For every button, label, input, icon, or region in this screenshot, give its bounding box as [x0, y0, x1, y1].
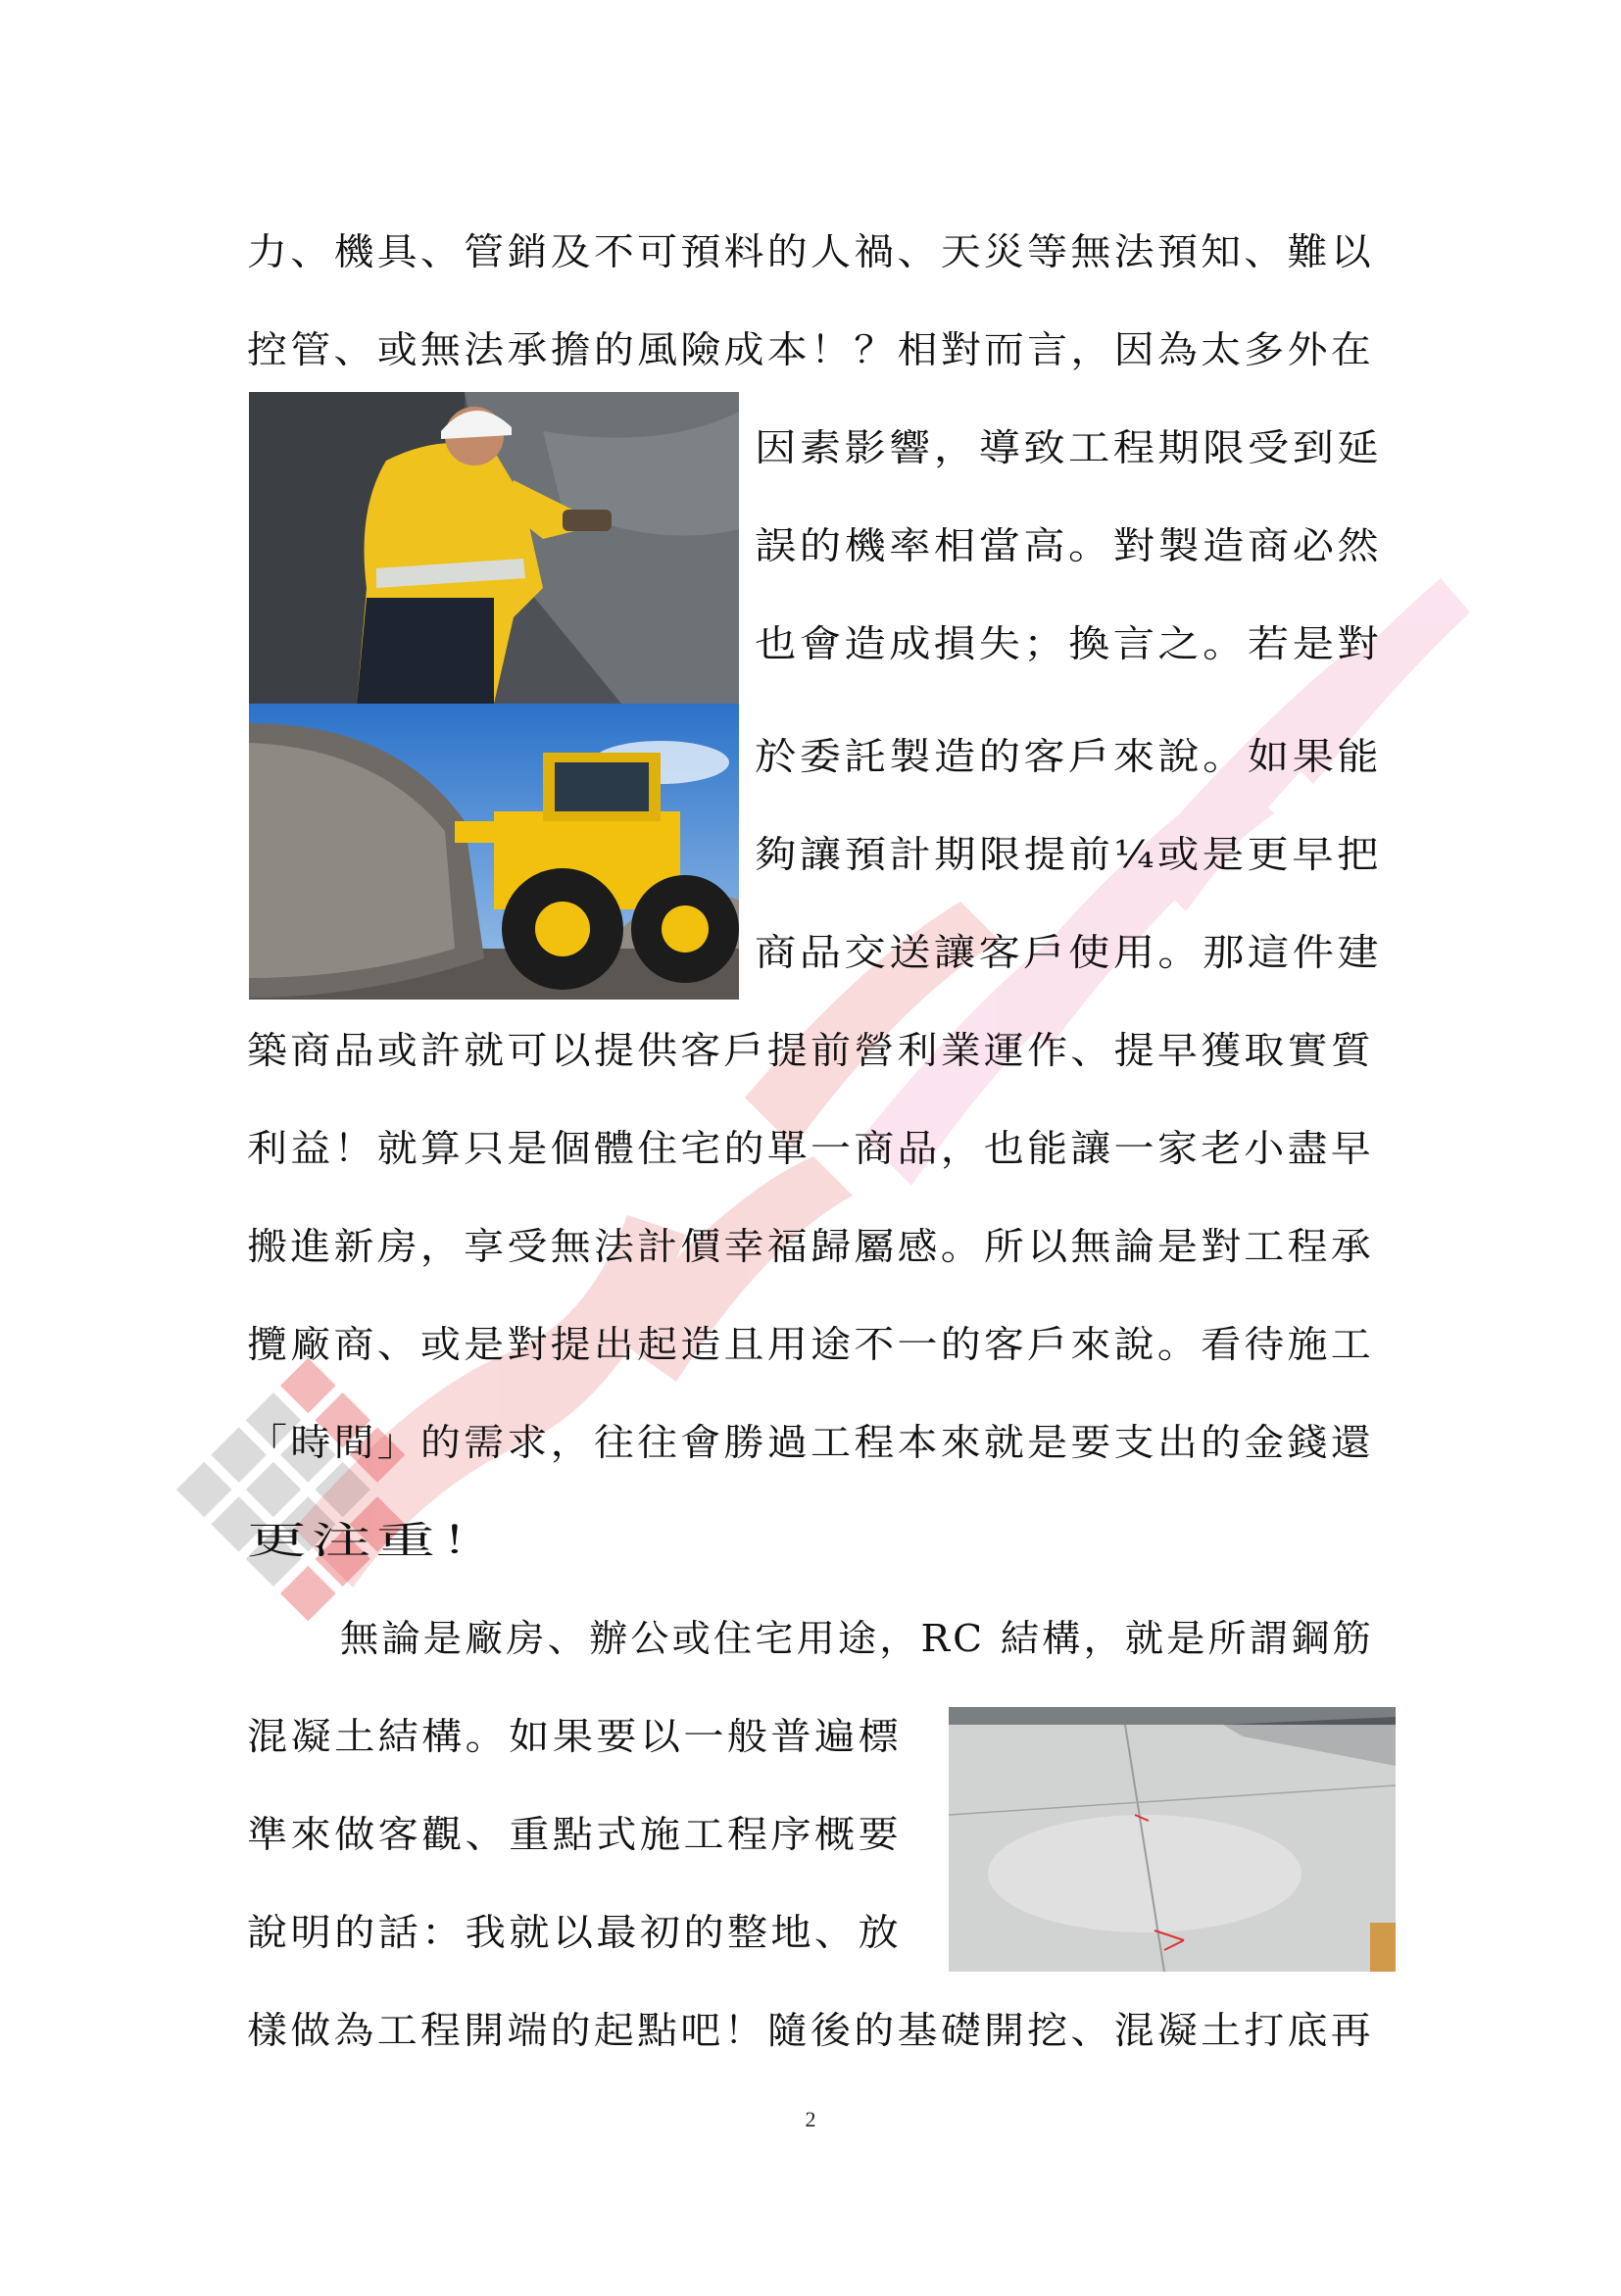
body-line-19: 樣做為工程開端的起點吧！隨後的基礎開挖、混凝土打底再	[247, 2009, 1375, 2052]
body-line-5: 也會造成損失；換言之。若是對	[755, 622, 1383, 665]
body-line-11: 搬進新房，享受無法計價幸福歸屬感。所以無論是對工程承	[247, 1225, 1375, 1268]
body-line-1: 力、機具、管銷及不可預料的人禍、天災等無法預知、難以	[247, 230, 1375, 273]
body-line-3: 因素影響，導致工程期限受到延	[755, 426, 1383, 469]
body-line-13: 「時間」的需求，往往會勝過工程本來就是要支出的金錢還	[247, 1421, 1375, 1464]
body-line-17: 準來做客觀、重點式施工程序概要	[247, 1813, 903, 1856]
body-line-9: 築商品或許就可以提供客戶提前營利業運作、提早獲取實質	[247, 1029, 1375, 1072]
loader-photo	[249, 704, 739, 1000]
body-line-2: 控管、或無法承擔的風險成本！？相對而言，因為太多外在	[247, 328, 1375, 371]
body-line-7: 夠讓預計期限提前¼或是更早把	[755, 833, 1382, 876]
body-line-18: 說明的話：我就以最初的整地、放	[247, 1911, 903, 1954]
concrete-slab-photo	[949, 1707, 1396, 1972]
body-line-4: 誤的機率相當高。對製造商必然	[755, 524, 1383, 567]
page-number: 2	[805, 2107, 816, 2131]
body-line-10: 利益！就算只是個體住宅的單一商品，也能讓一家老小盡早	[247, 1127, 1375, 1170]
body-line-6: 於委託製造的客戶來說。如果能	[755, 735, 1383, 778]
body-line-12: 攬廠商、或是對提出起造且用途不一的客戶來說。看待施工	[247, 1323, 1375, 1366]
body-line-16: 混凝土結構。如果要以一般普遍標	[247, 1715, 903, 1758]
worker-photo	[249, 392, 739, 704]
paragraph2-first-line: 無論是廠房、辦公或住宅用途，RC 結構，就是所謂鋼筋	[340, 1617, 1374, 1660]
body-line-8: 商品交送讓客戶使用。那這件建	[755, 931, 1383, 974]
body-line-14: 更注重！	[247, 1519, 505, 1562]
